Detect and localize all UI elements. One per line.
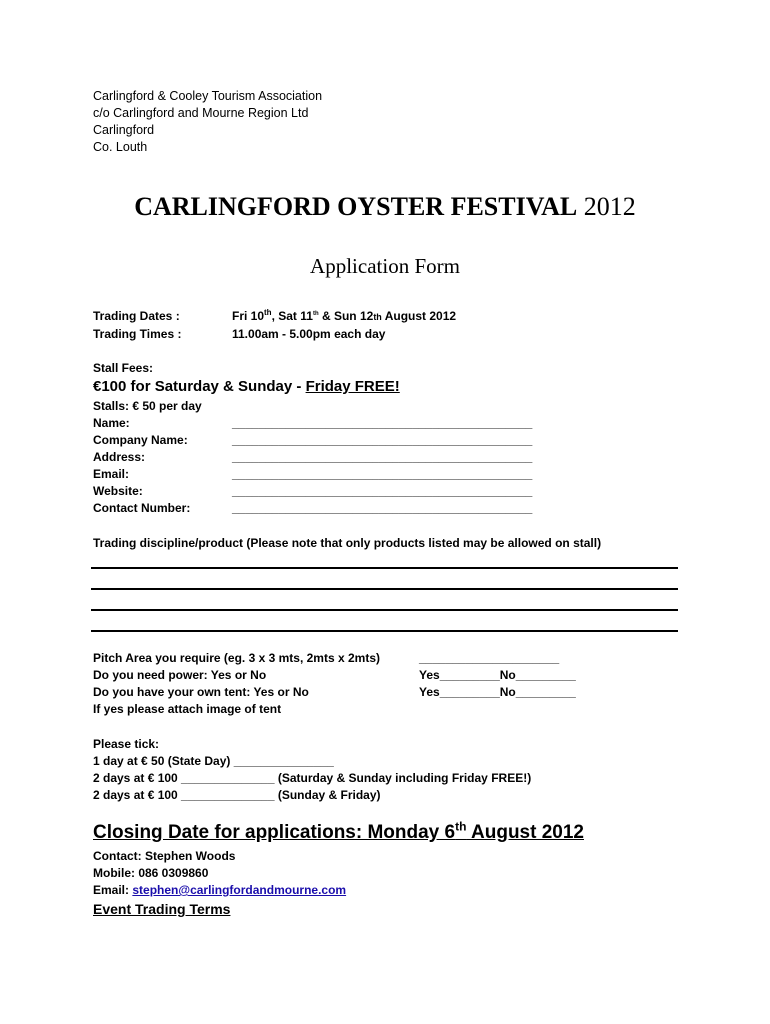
power-label: Do you need power: Yes or No: [93, 668, 267, 682]
tent-answer[interactable]: Yes_________No_________: [419, 685, 576, 699]
dates-fri: Fri 10: [232, 309, 265, 323]
field-label-name: Name:: [93, 416, 130, 430]
dates-sun-suffix: th: [373, 312, 382, 322]
pitch-area-label: Pitch Area you require (eg. 3 x 3 mts, 2mts x 2mts): [93, 651, 380, 665]
tick-option-2[interactable]: 2 days at € 100 ______________ (Saturday & Sunday including Friday FREE!): [93, 771, 532, 785]
contact-email-link[interactable]: stephen@carlingfordandmourne.com: [132, 883, 347, 897]
stall-fee-headline: [93, 378, 400, 395]
contact-name: Contact: Stephen Woods: [93, 849, 236, 863]
form-subtitle: Application Form: [310, 254, 460, 278]
closing-date: [93, 819, 584, 844]
field-blank-company[interactable]: _____________________________________________: [232, 433, 533, 447]
tent-note: If yes please attach image of tent: [93, 702, 282, 716]
address-line-3: Carlingford: [93, 123, 155, 137]
dates-end: August 2012: [381, 309, 457, 323]
title-year: 2012: [583, 192, 636, 221]
field-label-email: Email:: [93, 467, 130, 481]
dates-sun: & Sun 12: [318, 309, 374, 323]
discipline-line-2[interactable]: [91, 588, 678, 590]
discipline-line-3[interactable]: [91, 609, 678, 611]
field-label-address: Address:: [93, 450, 146, 464]
trading-times-value: 11.00am - 5.00pm each day: [232, 327, 386, 341]
tick-option-1[interactable]: 1 day at € 50 (State Day) _______________: [93, 754, 334, 768]
discipline-line-4[interactable]: [91, 630, 678, 632]
pitch-area-blank[interactable]: _____________________: [419, 651, 560, 665]
trading-times-label: Trading Times :: [93, 327, 182, 341]
field-label-contact: Contact Number:: [93, 501, 191, 515]
fee-main: €100 for Saturday & Sunday -: [93, 378, 306, 395]
closing-pre: Closing Date for applications: Monday 6: [93, 822, 456, 843]
closing-post: August 2012: [466, 822, 584, 843]
field-blank-address[interactable]: _____________________________________________: [232, 450, 533, 464]
page-title: [0, 192, 770, 222]
stalls-per-day: Stalls: € 50 per day: [93, 399, 202, 413]
contact-email-label: Email:: [93, 883, 133, 897]
address-line-1: Carlingford & Cooley Tourism Association: [93, 89, 323, 103]
tent-label: Do you have your own tent: Yes or No: [93, 685, 309, 699]
trading-discipline-label: Trading discipline/product (Please note that only products listed may be allowed on stall): [93, 536, 602, 550]
stall-fees-label: Stall Fees:: [93, 361, 154, 375]
dates-sat: , Sat 11: [271, 309, 313, 323]
field-label-company: Company Name:: [93, 433, 188, 447]
field-blank-email[interactable]: _____________________________________________: [232, 467, 533, 481]
tick-option-3[interactable]: 2 days at € 100 ______________ (Sunday & Friday): [93, 788, 381, 802]
field-blank-contact[interactable]: _____________________________________________: [232, 501, 533, 515]
contact-email: [93, 883, 346, 897]
discipline-line-1[interactable]: [91, 567, 678, 569]
trading-dates-value: [232, 309, 456, 323]
trading-dates-label: Trading Dates :: [93, 309, 180, 323]
dates-fri-suffix: th: [264, 308, 272, 317]
event-trading-terms-heading: Event Trading Terms: [93, 901, 231, 917]
address-line-4: Co. Louth: [93, 140, 148, 154]
contact-mobile: Mobile: 086 0309860: [93, 866, 209, 880]
field-label-website: Website:: [93, 484, 143, 498]
title-main: CARLINGFORD OYSTER FESTIVAL: [134, 192, 578, 221]
closing-suffix: th: [455, 819, 467, 834]
please-tick-label: Please tick:: [93, 737, 160, 751]
power-answer[interactable]: Yes_________No_________: [419, 668, 576, 682]
field-blank-website[interactable]: _____________________________________________: [232, 484, 533, 498]
field-blank-name[interactable]: _____________________________________________: [232, 416, 533, 430]
fee-free: Friday FREE!: [305, 378, 400, 395]
dates-sat-suffix: th: [312, 311, 319, 317]
address-line-2: c/o Carlingford and Mourne Region Ltd: [93, 106, 309, 120]
